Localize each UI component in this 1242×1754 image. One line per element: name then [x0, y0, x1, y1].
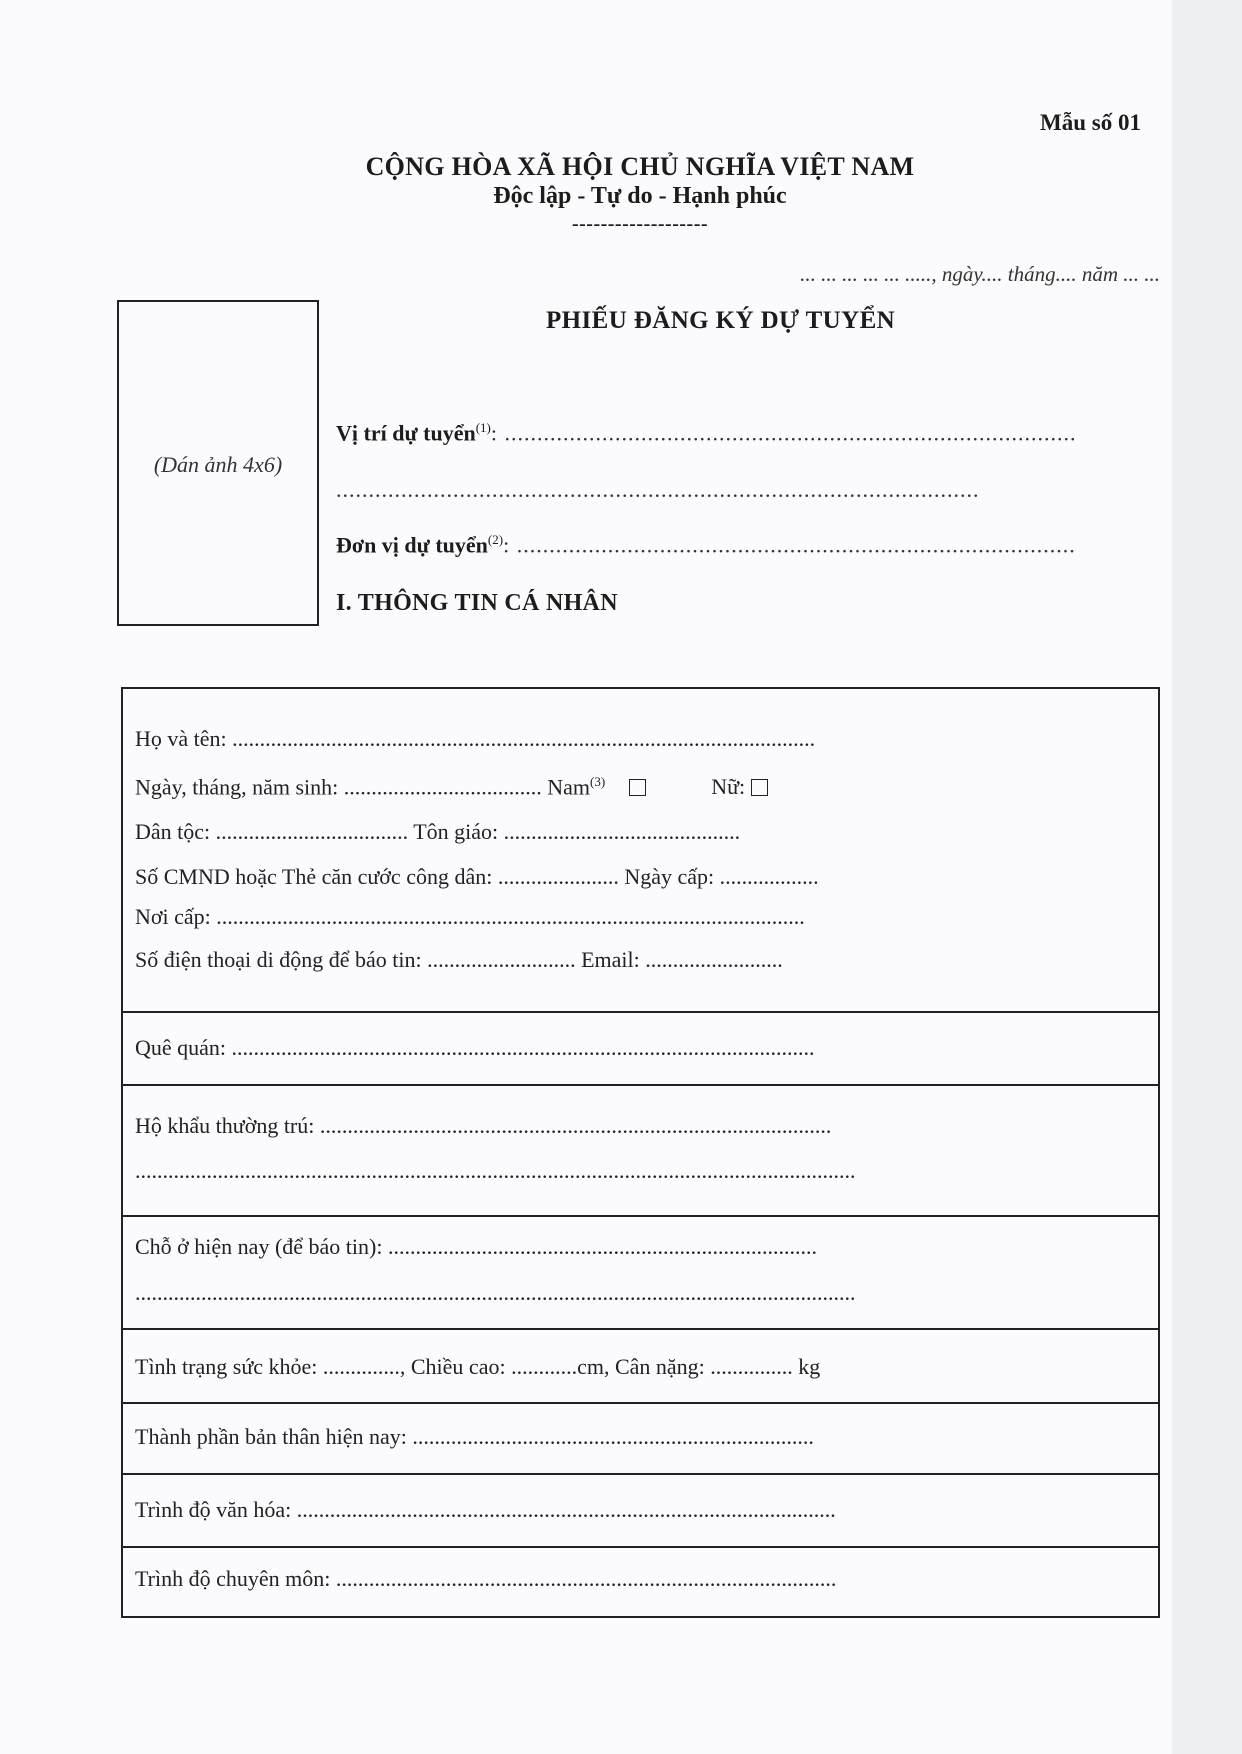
dob-text: Ngày, tháng, năm sinh: .................................... Nam	[135, 774, 591, 800]
photo-label: (Dán ảnh 4x6)	[153, 452, 283, 477]
female-label: Nữ:	[711, 774, 746, 800]
professional-block	[123, 1546, 1158, 1616]
position-field-continued	[336, 477, 980, 503]
issued-place-field: Nơi cấp: ...........................................................................................................	[135, 904, 805, 929]
position-label: Vị trí dự tuyển	[336, 420, 476, 446]
health-block	[123, 1328, 1158, 1402]
position-fill: : ........................................................................................	[490, 420, 1077, 446]
unit-label: Đơn vị dự tuyển	[336, 532, 488, 558]
health-field: Tình trạng sức khỏe: .............., Chiều cao: ............cm, Cân nặng: ............... kg	[135, 1354, 821, 1379]
position-fill-2: ...................................................................................................	[336, 477, 980, 502]
social-status-field: Thành phần bản thân hiện nay: .........................................................................	[135, 1424, 814, 1449]
current-address-field: Chỗ ở hiện nay (để báo tin): ..............................................................................	[135, 1234, 817, 1259]
unit-field	[336, 532, 1076, 558]
date-line: ... ... ... ... ... ....., ngày.... tháng.... năm ... ...	[800, 262, 1160, 286]
hometown-field: Quê quán: ..........................................................................................................	[135, 1035, 815, 1060]
hometown-block	[123, 1011, 1158, 1084]
motto: Độc lập - Tự do - Hạnh phúc	[493, 183, 787, 209]
residence-field: Hộ khẩu thường trú: .............................................................................................	[135, 1113, 832, 1138]
phone-email-field: Số điện thoại di động để báo tin: ........................... Email: .........................	[135, 947, 783, 972]
residence-continued: ...................................................................................................................................	[135, 1158, 856, 1183]
page-title: PHIẾU ĐĂNG KÝ DỰ TUYỂN	[546, 307, 896, 334]
residence-block	[123, 1084, 1158, 1215]
identity-block	[123, 689, 1158, 1011]
male-checkbox[interactable]	[629, 779, 646, 796]
header-divider: -------------------	[571, 213, 709, 235]
scan-edge-shade	[1172, 0, 1242, 1754]
section-heading: I. THÔNG TIN CÁ NHÂN	[336, 590, 618, 616]
unit-fill: : ......................................................................................	[503, 532, 1076, 558]
full-name-field: Họ và tên: ..........................................................................................................	[135, 726, 816, 751]
education-field: Trình độ văn hóa: ..................................................................................................	[135, 1497, 836, 1522]
photo-box	[117, 300, 319, 626]
male-footnote: (3)	[590, 774, 606, 789]
education-block	[123, 1473, 1158, 1546]
dob-field	[135, 774, 768, 800]
social-status-block	[123, 1402, 1158, 1473]
professional-field: Trình độ chuyên môn: ...........................................................................................	[135, 1566, 837, 1591]
unit-footnote: (2)	[487, 532, 504, 547]
female-checkbox[interactable]	[751, 779, 768, 796]
current-address-block	[123, 1215, 1158, 1328]
position-field	[336, 420, 1077, 446]
id-card-field: Số CMND hoặc Thẻ căn cước công dân: ...................... Ngày cấp: ..................	[135, 864, 819, 889]
ethnicity-religion-field: Dân tộc: ................................... Tôn giáo: ...........................................	[135, 819, 741, 844]
nation-heading: CỘNG HÒA XÃ HỘI CHỦ NGHĨA VIỆT NAM	[365, 152, 915, 181]
form-number: Mẫu số 01	[1040, 110, 1141, 135]
current-address-continued: ...................................................................................................................................	[135, 1280, 856, 1305]
position-footnote: (1)	[475, 420, 491, 435]
personal-info-table	[121, 687, 1160, 1618]
